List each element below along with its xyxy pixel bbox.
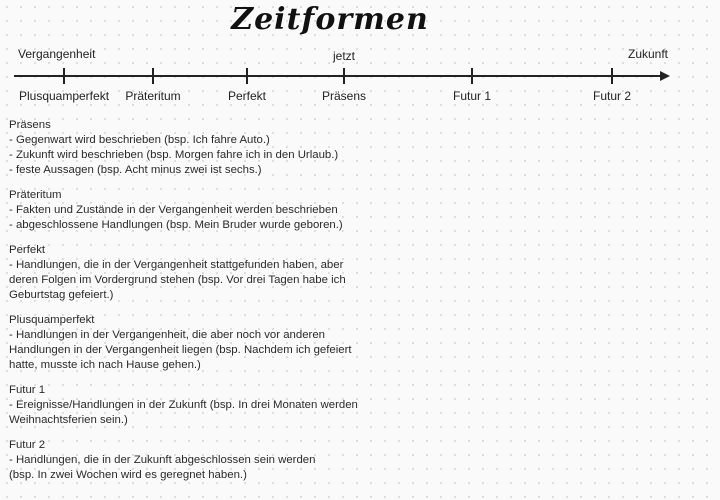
tense-heading: Präsens <box>9 119 51 131</box>
tense-description-line: - Gegenwart wird beschrieben (bsp. Ich fahre Auto.) <box>9 134 270 146</box>
tense-descriptions <box>9 118 449 493</box>
tense-section <box>9 383 449 428</box>
tense-description-line: Handlungen in der Vergangenheit liegen (bsp. Nachdem ich gefeiert <box>9 344 352 356</box>
tense-description-line: Weihnachtsferien sein.) <box>9 414 128 426</box>
tense-description-line: - Fakten und Zustände in der Vergangenheit werden beschrieben <box>9 204 338 216</box>
tense-section <box>9 243 449 303</box>
tense-heading: Perfekt <box>9 244 46 256</box>
tense-description-line: - Handlungen, die in der Zukunft abgeschlossen sein werden <box>9 454 316 466</box>
tense-description-line: hatte, musste ich nach Hause gehen.) <box>9 359 201 371</box>
tense-description-line: - Handlungen in der Vergangenheit, die aber noch vor anderen <box>9 329 326 341</box>
timeline-tick-label: Präsens <box>321 89 367 103</box>
tense-section <box>9 118 449 178</box>
tense-description-line: - abgeschlossene Handlungen (bsp. Mein Bruder wurde geboren.) <box>9 219 343 231</box>
timeline-tick-label: Präteritum <box>125 89 181 103</box>
tense-heading: Präteritum <box>9 189 62 201</box>
tense-heading: Futur 2 <box>9 439 46 451</box>
tense-section <box>9 313 449 373</box>
tense-description-line: - feste Aussagen (bsp. Acht minus zwei ist sechs.) <box>9 164 262 176</box>
timeline-tick-label: Futur 2 <box>592 89 632 103</box>
tense-description-line: deren Folgen im Vordergrund stehen (bsp. Vor drei Tagen habe ich <box>9 274 346 286</box>
page-title: Zeitformen <box>231 2 429 37</box>
timeline-future-label: Zukunft <box>628 47 669 61</box>
timeline-now-label: jetzt <box>333 49 356 63</box>
tense-section <box>9 188 449 233</box>
tense-heading: Plusquamperfekt <box>9 314 95 326</box>
timeline-tick-label: Futur 1 <box>452 89 492 103</box>
timeline-past-label: Vergangenheit <box>18 47 96 61</box>
timeline-tick-label: Perfekt <box>227 89 267 103</box>
tense-section <box>9 438 449 483</box>
tense-description-line: Geburtstag gefeiert.) <box>9 289 114 301</box>
timeline-tick-label: Plusquamperfekt <box>18 89 110 103</box>
tense-description-line: - Ereignisse/Handlungen in der Zukunft (bsp. In drei Monaten werden <box>9 399 358 411</box>
tense-heading: Futur 1 <box>9 384 46 396</box>
tense-description-line: - Handlungen, die in der Vergangenheit stattgefunden haben, aber <box>9 259 344 271</box>
tense-description-line: - Zukunft wird beschrieben (bsp. Morgen fahre ich in den Urlaub.) <box>9 149 339 161</box>
timeline-arrow-head <box>660 71 670 81</box>
tense-description-line: (bsp. In zwei Wochen wird es geregnet haben.) <box>9 469 247 481</box>
